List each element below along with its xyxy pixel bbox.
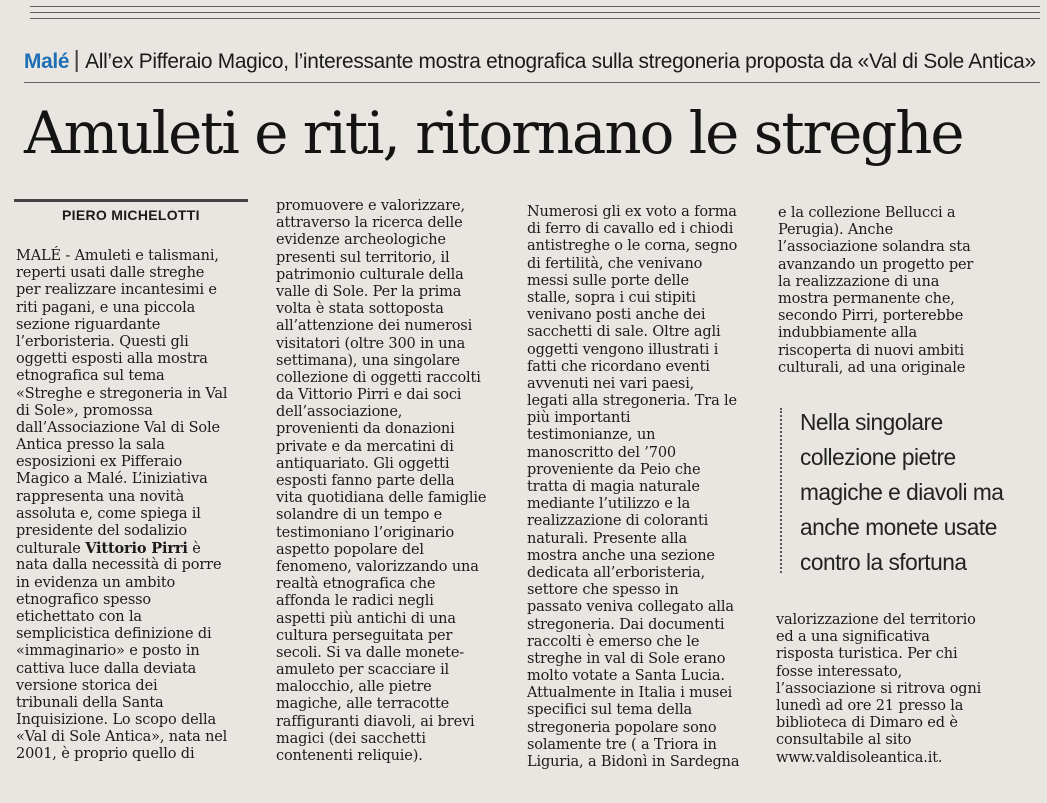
kicker [24,44,1036,80]
text-line: stregoneria popolare sono [527,719,717,736]
pullquote [800,405,1035,580]
article-column-1 [16,248,227,764]
text-line: solamente tre ( a Triora in [527,736,717,753]
text-line: volta è stata sottoposta [276,301,444,318]
text-line: manoscritto del ’700 [527,444,676,461]
text-line: contenenti reliquie). [276,748,423,764]
text-line: magiche, alle terracotte [276,696,450,713]
top-rules [30,6,1040,28]
text-line: versione storica dei [16,677,158,694]
text-line: e la collezione Bellucci a [778,205,956,221]
text-line: nata dalla necessità di porre [16,557,222,574]
text-line: la realizzazione di una [778,273,940,290]
text-line: valle di Sole. Per la prima [276,283,462,300]
text-line: valorizzazione del territorio [776,612,976,628]
pullquote-dotted-rule [780,408,782,573]
text-line: «immaginario» e posto in [16,643,200,660]
text-line: patrimonio culturale della [276,266,464,283]
text-line: MALÉ - Amuleti e talismani, [16,248,219,264]
text-line: presidente del sodalizio [16,523,187,539]
text-line: ed a una significativa [776,629,930,646]
text-line: raffiguranti diavoli, ai brevi [276,713,475,730]
text-line: fenomeno, valorizzando una [276,558,479,575]
text-line: messi sulle porte delle [527,272,689,289]
text-line: settore che spesso in [527,582,679,599]
text-line: vita quotidiana delle famiglie [276,490,487,507]
text-line: Antica presso la sala [16,437,165,454]
article-column-3 [527,204,739,771]
text-line: testimoniano l’originario [276,524,455,541]
text-line: stalle, sopra i cui stipiti [527,289,696,306]
text-line: cultura perseguitata per [276,627,453,644]
text-line: mostra anche una sezione [527,547,715,564]
text-line: antistreghe o le corna, segno [527,238,738,255]
text-line: sacchetti di sale. Oltre agli [527,324,721,341]
text-line: da Vittorio Pirri e dai soci [276,387,462,404]
text-line: aspetti più antichi di una [276,610,456,627]
website-link[interactable]: www.valdisoleantica.it. [776,749,943,766]
text-line: mediante l’utilizzo e la [527,496,691,513]
text-line: esposizioni ex Pifferaio [16,454,183,471]
text-line: di fertilità, che venivano [527,255,703,272]
text-line: settimana), una singolare [276,352,460,369]
text-line: raccolti è emerso che le [527,633,700,650]
text-line: Liguria, a Bidonì in Sardegna [527,754,740,770]
text-line: l’erboristeria. Questi gli [16,333,189,350]
pullquote-line: collezione pietre [800,444,956,470]
article-column-4-top [778,205,973,377]
text-line: dell’associazione, [276,404,403,421]
text-line: sezione riguardante [16,316,161,333]
text-line: Inquisizione. Lo scopo della [16,712,217,729]
text-line: indubbiamente alla [778,325,917,342]
text-line: Attualmente in Italia i musei [527,685,733,702]
kicker-rule [24,82,1040,83]
text-line: risposta turistica. Per chi [776,646,958,663]
text-line: oggetti esposti alla mostra [16,351,208,368]
byline: PIERO MICHELOTTI [62,207,200,223]
text-line: secoli. Si va dalle monete- [276,644,465,661]
bold-name: Vittorio Pirri [85,540,188,558]
text-line: legati alla stregoneria. Tra le [527,393,737,410]
text-line: 2001, è proprio quello di [16,746,195,763]
text-line: l’associazione si ritrova ogni [776,680,982,697]
text-line: riti pagani, e una piccola [16,299,196,316]
text-line: fosse interessato, [776,663,903,680]
text-line: venivano posti anche dei [527,307,706,324]
text-line: semplicistica definizione di [16,626,212,643]
text-line: per realizzare incantesimi e [16,282,217,299]
text-line: Perugia). Anche [778,222,893,239]
article-column-4-bottom [776,612,981,767]
pullquote-line: magiche e diavoli ma [800,479,1004,505]
text-line: esposti fanno parte della [276,473,455,489]
pullquote-line: contro la sfortuna [800,549,967,575]
text-line: etichettato con la [16,608,142,625]
text-line: antiquariato. Gli oggetti [276,455,450,472]
text-line: affonda le radici negli [276,593,434,610]
text-line: di ferro di cavallo ed i chiodi [527,221,734,238]
text-line: Magico a Malé. L’iniziativa [16,471,208,488]
text-line: l’associazione solandra sta [778,239,971,256]
text-line: solandre di un tempo e [276,507,443,524]
text-line: riscoperta di nuovi ambiti [778,342,964,359]
text-line: tribunali della Santa [16,694,164,711]
text-line: consultabile al sito [776,732,912,749]
text-line: dedicata all’erboristeria, [527,564,706,581]
article-column-2 [276,198,486,765]
text-line: tratta di magia naturale [527,479,700,495]
text-line: private e da mercatini di [276,438,454,455]
text-line: collezione di oggetti raccolti [276,369,481,386]
text-line: biblioteca di Dimaro ed è [776,715,958,732]
pullquote-line: Nella singolare [800,409,943,435]
text-line: avvenuti nei vari paesi, [527,375,695,392]
text-line: lunedì ad ore 21 presso la [776,697,964,714]
text-line: dall’Associazione Val di Sole [16,419,220,436]
text-line: aspetto popolare del [276,541,424,558]
text-line: etnografico spesso [16,591,152,608]
text-line: in evidenza un ambito [16,574,176,591]
text-line [16,540,227,557]
text-line: cattiva luce dalla deviata [16,660,197,677]
text-line: molto votate a Santa Lucia. [527,668,725,685]
text-line: culturali, ad una originale [778,359,966,376]
text-line: reperti usati dalle streghe [16,265,205,282]
text-line: fatti che ricordano eventi [527,358,710,375]
text-line: provenienti da donazioni [276,421,455,438]
text-line: secondo Pirri, porterebbe [778,308,964,325]
text-line: «Streghe e stregoneria in Val [16,385,228,402]
text-line: amuleto per scacciare il [276,662,450,679]
text-line: più importanti [527,410,631,427]
text-line: proveniente da Peio che [527,461,701,478]
text-line: mostra permanente che, [778,290,955,307]
kicker-place: Malé [24,50,70,73]
text-line: streghe in val di Sole erano [527,650,726,667]
pullquote-line: anche monete usate [800,514,997,540]
text-line: stregoneria. Dai documenti [527,616,725,633]
text-line: testimonianze, un [527,427,656,444]
text-line: assoluta e, come spiega il [16,505,201,522]
byline-rule [14,199,248,202]
text-line: magici (dei sacchetti [276,730,426,747]
text-line: rappresenta una novità [16,488,185,505]
text-line: presenti sul territorio, il [276,249,450,266]
text-line: attraverso la ricerca delle [276,215,463,232]
text-line: etnografica sul tema [16,368,165,385]
text-line: «Val di Sole Antica», nata nel [16,729,228,746]
text-line: avanzando un progetto per [778,256,974,273]
text-line: visitatori (oltre 300 in una [276,335,466,352]
text-line: promuovere e valorizzare, [276,198,465,214]
text-line: evidenze archeologiche [276,232,446,249]
text-line: realtà etnografica che [276,576,436,593]
headline: Amuleti e riti, ritornano le streghe [24,99,963,167]
text-line: realizzazione di coloranti [527,513,709,530]
text-line: Numerosi gli ex voto a forma [527,204,737,220]
text-fragment: culturale [16,541,81,558]
text-line: di Sole», promossa [16,402,153,419]
kicker-text: All’ex Pifferaio Magico, l’interessante mostra etnografica sulla stregoneria proposta da «Val di Sole Antica» [85,50,1036,73]
text-fragment: è [187,541,201,558]
text-line: naturali. Presente alla [527,530,687,547]
text-line: malocchio, alle pietre [276,679,432,696]
text-line: passato veniva collegato alla [527,599,734,616]
text-line: oggetti vengono illustrati i [527,341,719,358]
text-line: all’attenzione dei numerosi [276,318,473,335]
text-line: specifici sul tema della [527,702,693,719]
kicker-separator [75,50,77,72]
